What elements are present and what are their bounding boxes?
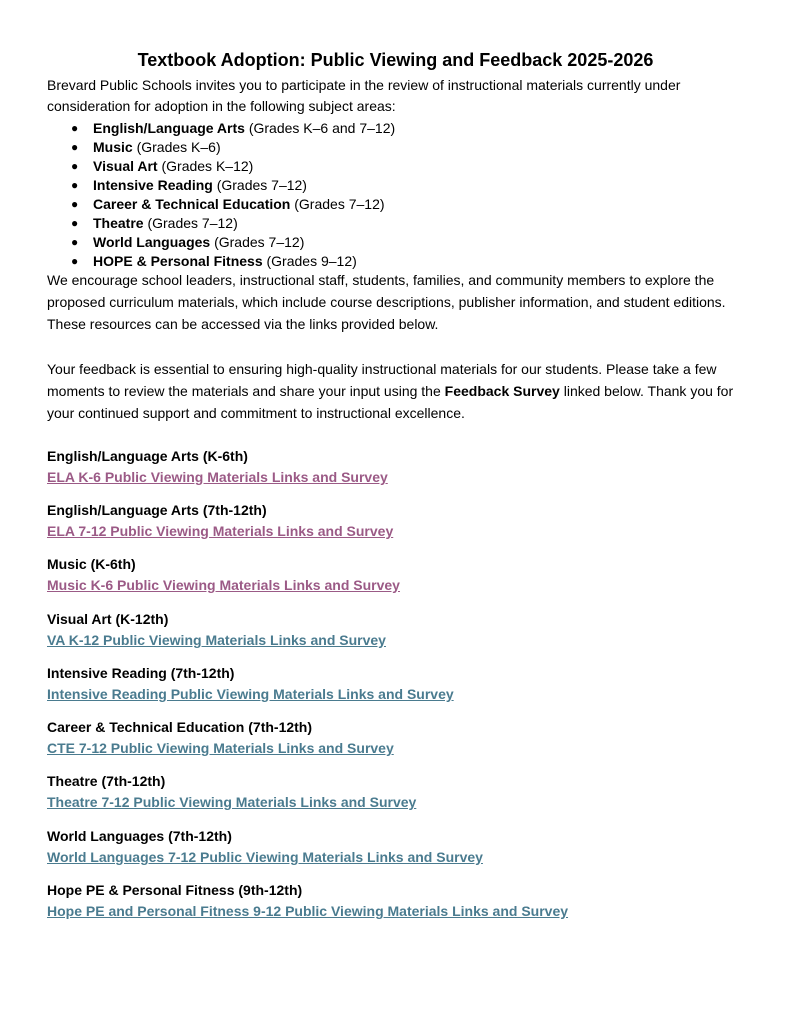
feedback-text-after: linked below. Thank you for your continued support and commitment to instructional excellence. — [47, 383, 734, 421]
list-item — [70, 233, 395, 252]
subject-grades: (Grades 7–12) — [290, 196, 385, 212]
list-item — [70, 214, 395, 233]
page-title: Textbook Adoption: Public Viewing and Feedback 2025-2026 — [137, 50, 654, 70]
visual-art-survey-link[interactable]: VA K-12 Public Viewing Materials Links and Survey — [47, 632, 386, 648]
subject-name: Music — [93, 139, 133, 155]
music-k6-survey-link[interactable]: Music K-6 Public Viewing Materials Links and Survey — [47, 577, 400, 593]
bullet-icon: ● — [71, 235, 79, 249]
subject-name: Career & Technical Education — [93, 196, 291, 212]
cte-survey-link[interactable]: CTE 7-12 Public Viewing Materials Links and Survey — [47, 740, 394, 756]
subject-grades: (Grades 7–12) — [143, 215, 238, 231]
subject-name: World Languages — [93, 234, 211, 250]
subject-name: HOPE & Personal Fitness — [93, 253, 263, 269]
bullet-icon: ● — [71, 216, 79, 230]
intro-paragraph: Brevard Public Schools invites you to participate in the review of instructional materials currently under consideration for adoption in the following subject areas: — [47, 77, 681, 114]
section-heading: Visual Art (K-12th) — [47, 611, 169, 627]
ela-7-12-survey-link[interactable]: ELA 7-12 Public Viewing Materials Links and Survey — [47, 523, 394, 539]
subject-grades: (Grades 7–12) — [212, 177, 307, 193]
bullet-icon: ● — [71, 159, 79, 173]
list-item — [70, 138, 395, 157]
list-item — [70, 119, 395, 138]
section-world-languages — [47, 826, 747, 868]
subject-grades: (Grades 9–12) — [262, 253, 357, 269]
intensive-reading-survey-link[interactable]: Intensive Reading Public Viewing Materials Links and Survey — [47, 686, 454, 702]
feedback-text-before: Your feedback is essential to ensuring high-quality instructional materials for our students. Please take a few moments to review the materials and share your input using the — [47, 361, 717, 399]
subject-name: Intensive Reading — [93, 177, 213, 193]
section-music-k6 — [47, 554, 747, 596]
subject-grades: (Grades 7–12) — [210, 234, 305, 250]
section-theatre — [47, 771, 747, 813]
section-heading: Career & Technical Education (7th-12th) — [47, 719, 313, 735]
section-cte — [47, 717, 747, 759]
list-item — [70, 195, 395, 214]
section-heading: English/Language Arts (7th-12th) — [47, 502, 267, 518]
bullet-icon: ● — [71, 197, 79, 211]
subject-grades: (Grades K–6) — [132, 139, 221, 155]
subject-name: Visual Art — [93, 158, 158, 174]
subject-grades: (Grades K–6 and 7–12) — [244, 120, 396, 136]
theatre-survey-link[interactable]: Theatre 7-12 Public Viewing Materials Links and Survey — [47, 794, 417, 810]
bullet-icon: ● — [71, 254, 79, 268]
subject-list — [70, 119, 395, 271]
section-visual-art — [47, 609, 747, 651]
encouragement-paragraph: We encourage school leaders, instructional staff, students, families, and community members to explore the proposed curriculum materials, which include course descriptions, publisher information, and student editions. These resources can be accessed via the links provided below. — [47, 272, 726, 332]
section-heading: English/Language Arts (K-6th) — [47, 448, 248, 464]
section-heading: Hope PE & Personal Fitness (9th-12th) — [47, 882, 303, 898]
section-hope-pe — [47, 880, 747, 922]
bullet-icon: ● — [71, 140, 79, 154]
subject-name: English/Language Arts — [93, 120, 245, 136]
section-heading: World Languages (7th-12th) — [47, 828, 232, 844]
bullet-icon: ● — [71, 121, 79, 135]
section-heading: Theatre (7th-12th) — [47, 773, 166, 789]
ela-k6-survey-link[interactable]: ELA K-6 Public Viewing Materials Links and Survey — [47, 469, 388, 485]
feedback-paragraph — [47, 358, 757, 424]
section-intensive-reading — [47, 663, 747, 705]
subject-name: Theatre — [93, 215, 144, 231]
subject-grades: (Grades K–12) — [157, 158, 254, 174]
section-ela-k6 — [47, 446, 747, 488]
hope-pe-survey-link[interactable]: Hope PE and Personal Fitness 9-12 Public Viewing Materials Links and Survey — [47, 903, 569, 919]
list-item — [70, 176, 395, 195]
list-item — [70, 157, 395, 176]
bullet-icon: ● — [71, 178, 79, 192]
section-heading: Intensive Reading (7th-12th) — [47, 665, 235, 681]
section-ela-7-12 — [47, 500, 747, 542]
world-languages-survey-link[interactable]: World Languages 7-12 Public Viewing Materials Links and Survey — [47, 849, 483, 865]
feedback-survey-emphasis: Feedback Survey — [444, 383, 560, 399]
section-heading: Music (K-6th) — [47, 556, 136, 572]
